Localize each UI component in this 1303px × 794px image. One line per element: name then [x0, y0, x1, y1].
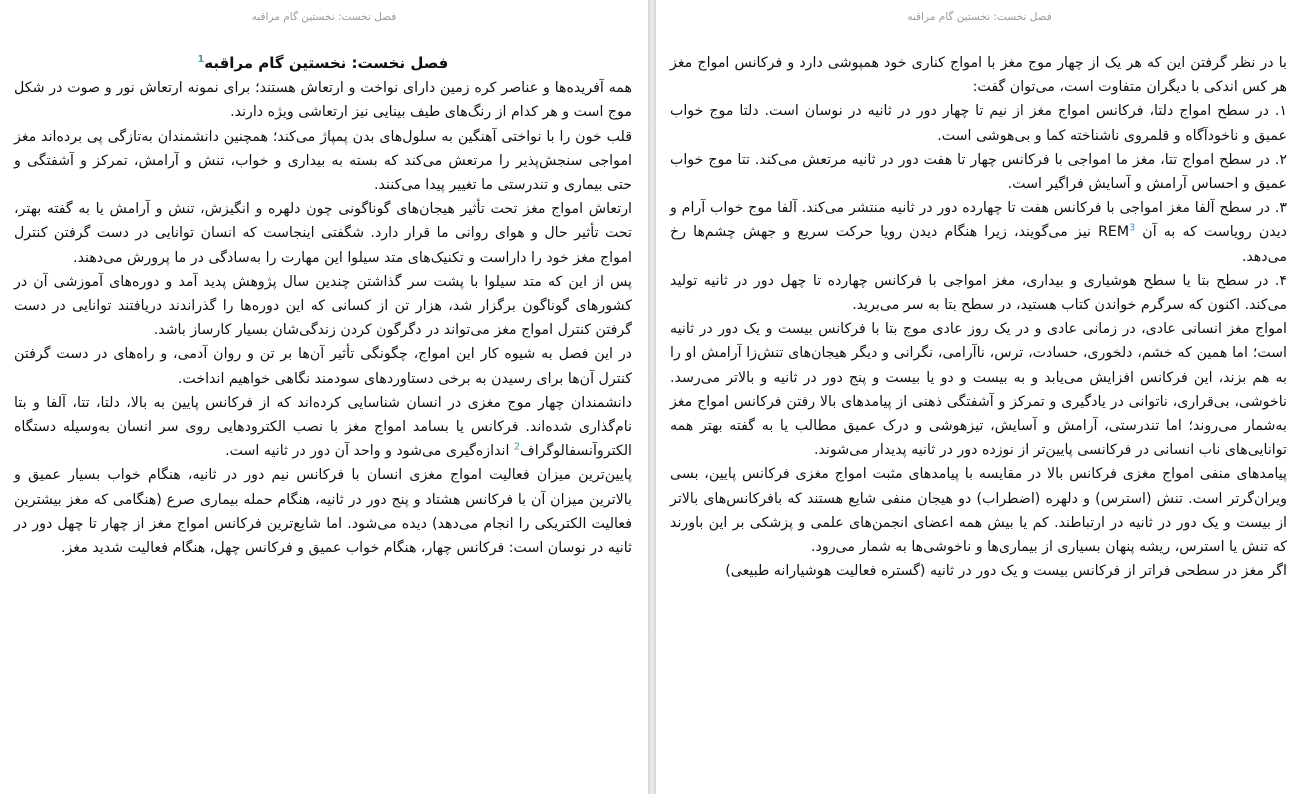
list-item: ۴. در سطح بتا یا سطح هوشیاری و بیداری، مغز امواجی با فرکانس چهارده تا چهل دور در ثانیه تولید می‌کند. اکنون که سرگرم خواندن کتاب هستید، در سطح بتا به سر می‌برید. — [670, 272, 1287, 314]
paragraph: پیامدهای منفی امواج مغزی فرکانس بالا در مقایسه با پیامدهای مثبت امواج مغزی فرکانس پایین، بسی ویران‌گرتر است. تنش (استرس) و دلهره (اضطراب) دو هیجان منفی شایع هستند که بافرکانس‌های بالاتر از بیست و یک دور در ثانیه در ارتباطند. کم یا بیش همه اعضای انجمن‌های علمی و پزشکی بر این باورند که تنش یا استرس، ریشه پنهان بسیاری از بیماری‌ها و ناخوشی‌ها به شمار می‌رود. — [670, 466, 1287, 556]
paragraph: همه آفریده‌ها و عناصر کره زمین دارای نواخت و ارتعاش هستند؛ برای نمونه ارتعاش نور و صوت در شکل موج است و هر کدام از رنگ‌های طیف بینایی نیز ارتعاشی ویژه دارند. — [14, 80, 632, 121]
list-item — [670, 196, 1287, 269]
list-item: ۱. در سطح امواج دلتا، فرکانس امواج مغز از نیم تا چهار دور در ثانیه در نوسان است. دلتا موج خواب عمیق و ناخودآگاه و قلمروی ناشناخته کما و بی‌هوشی است. — [670, 103, 1287, 144]
footnote-marker[interactable]: 1 — [197, 54, 205, 65]
paragraph: اگر مغز در سطحی فراتر از فرکانس بیست و یک دور در ثانیه (گستره فعالیت هوشیارانه طبیعی) — [725, 563, 1287, 580]
running-head: فصل نخست: نخستین گام مراقبه — [907, 11, 1052, 23]
footnote-marker[interactable]: 3 — [1129, 222, 1136, 234]
paragraph: ارتعاش امواج مغز تحت تأثیر هیجان‌های گوناگونی چون دلهره و انگیزش، تنش و آرامش یا به گفته بهتر، تحت تأثیر حال و هوای روانی ما قرار دارد. شگفتی اینجاست که انسان توانایی در دست گرفتن کنترل امواج مغز خود را داراست و تکنیک‌های متد سیلوا این مهارت را به‌سادگی در ما پرورش می‌دهند. — [14, 201, 632, 266]
running-head: فصل نخست: نخستین گام مراقبه — [251, 11, 397, 23]
page-body — [670, 51, 1287, 583]
paragraph: پس از این که متد سیلوا با پشت سر گذاشتن چندین سال پژوهش پدید آمد و دوره‌های آموزشی آن در کشورهای گوناگون برگزار شد، هزار تن از کسانی که این دوره‌ها را گذراندند دریافتند توانایی در دست گرفتن کنترل امواج مغز می‌تواند در دگرگون کردن زندگی‌شان بسیار کارساز باشد. — [14, 273, 632, 339]
paragraph-text: ۳. در سطح آلفا مغز امواجی با فرکانس هفت تا چهارده دور در ثانیه منتشر می‌کند. آلفا موج خواب آرام و دیدن رویاست که به آن REM — [670, 200, 1287, 241]
paragraph-text: نیز می‌گویند، زیرا هنگام دیدن رویا حرکت سریع و جهش چشم‌ها رخ می‌دهد. — [670, 224, 1287, 265]
paragraph-text: دانشمندان چهار موج مغزی در انسان شناسایی کرده‌اند که از فرکانس پایین به بالا، دلتا، تتا، آلفا و بتا نام‌گذاری شده‌اند. فرکانس یا بسامد امواج مغز با نصب الکترودهایی روی سر انسان به‌وسیله دستگاه الکتروآنسفالوگراف — [14, 394, 632, 460]
paragraph: پایین‌ترین میزان فعالیت امواج مغزی انسان با فرکانس نیم دور در ثانیه، هنگام خواب بسیار عمیق و بالاترین میزان آن با فرکانس هشتاد و پنج دور در ثانیه، هنگام حمله بیماری صرع (هنگامی که مغز بیشترین فعالیت الکتریکی را انجام می‌دهد) دیده می‌شود. اما شایع‌ترین فرکانس امواج مغز از چهار تا چهل دور در ثانیه در نوسان است: فرکانس چهار، هنگام خواب عمیق و فرکانس چهل، هنگام فعالیت شدید مغز. — [14, 467, 632, 557]
list-item: ۲. در سطح امواج تتا، مغز ما امواجی با فرکانس چهار تا هفت دور در ثانیه مرتعش می‌کند. تتا موج خواب عمیق و احساس آرامش و آسایش فراگیر است. — [670, 151, 1287, 193]
paragraph: امواج مغز انسانی عادی، در زمانی عادی و در یک روز عادی موج بتا با فرکانس بیست و یک دور در ثانیه است؛ اما همین که خشم، دلخوری، حسادت، ترس، ناآرامی، نگرانی و دیگر هیجان‌های تنش‌زا آرامش او را به هم بزند، این فرکانس افزایش می‌یابد و به بیست و دو یا بیست و پنج دور در ثانیه و بالاتر می‌رسد. ناخوشی، بی‌قراری، ناتوانی در یادگیری و تمرکز و آشفتگی ذهنی از پیامدهای بالا رفتن فرکانس امواج مغز به‌شمار می‌روند؛ اما تندرستی، آرامش و آسایش، تیزهوشی و درک عمیق مطالب یا به گفته بهتر همه توانایی‌های ناب انسانی در فرکانسی پایین‌تر از نوزده دور در ثانیه پدیدار می‌شوند. — [670, 321, 1287, 459]
paragraph — [14, 391, 632, 464]
right-page — [656, 0, 1303, 794]
chapter-title-text: فصل نخست: نخستین گام مراقبه — [204, 54, 449, 72]
paragraph: با در نظر گرفتن این که هر یک از چهار موج مغز با امواج کناری خود همپوشی دارد و فرکانس امواج مغز هر کس اندکی با دیگران متفاوت است، می‌توان گفت: — [670, 55, 1287, 96]
footnote-marker[interactable]: 2 — [513, 441, 520, 453]
book-gutter — [648, 0, 656, 794]
paragraph: قلب خون را با نواختی آهنگین به سلول‌های بدن پمپاژ می‌کند؛ همچنین دانشمندان به‌تازگی پی برده‌اند مغز امواجی سنجش‌پذیر را مرتعش می‌کند که بسته به بیداری و خواب، تنش و آرامش، تمرکز و آشفتگی و حتی بیماری و تندرستی ما تغییر پیدا می‌کنند. — [14, 128, 632, 194]
paragraph-text: اندازه‌گیری می‌شود و واحد آن دور در ثانیه است. — [225, 443, 514, 460]
paragraph: در این فصل به شیوه کار این امواج، چگونگی تأثیر آن‌ها بر تن و روان آدمی، و راه‌های در دست گرفتن کنترل آن‌ها برای رسیدن به برخی دستاوردهای سودمند نگاهی خواهیم انداخت. — [14, 346, 632, 387]
page-body — [14, 51, 632, 560]
left-page — [0, 0, 648, 794]
chapter-title — [14, 51, 632, 75]
